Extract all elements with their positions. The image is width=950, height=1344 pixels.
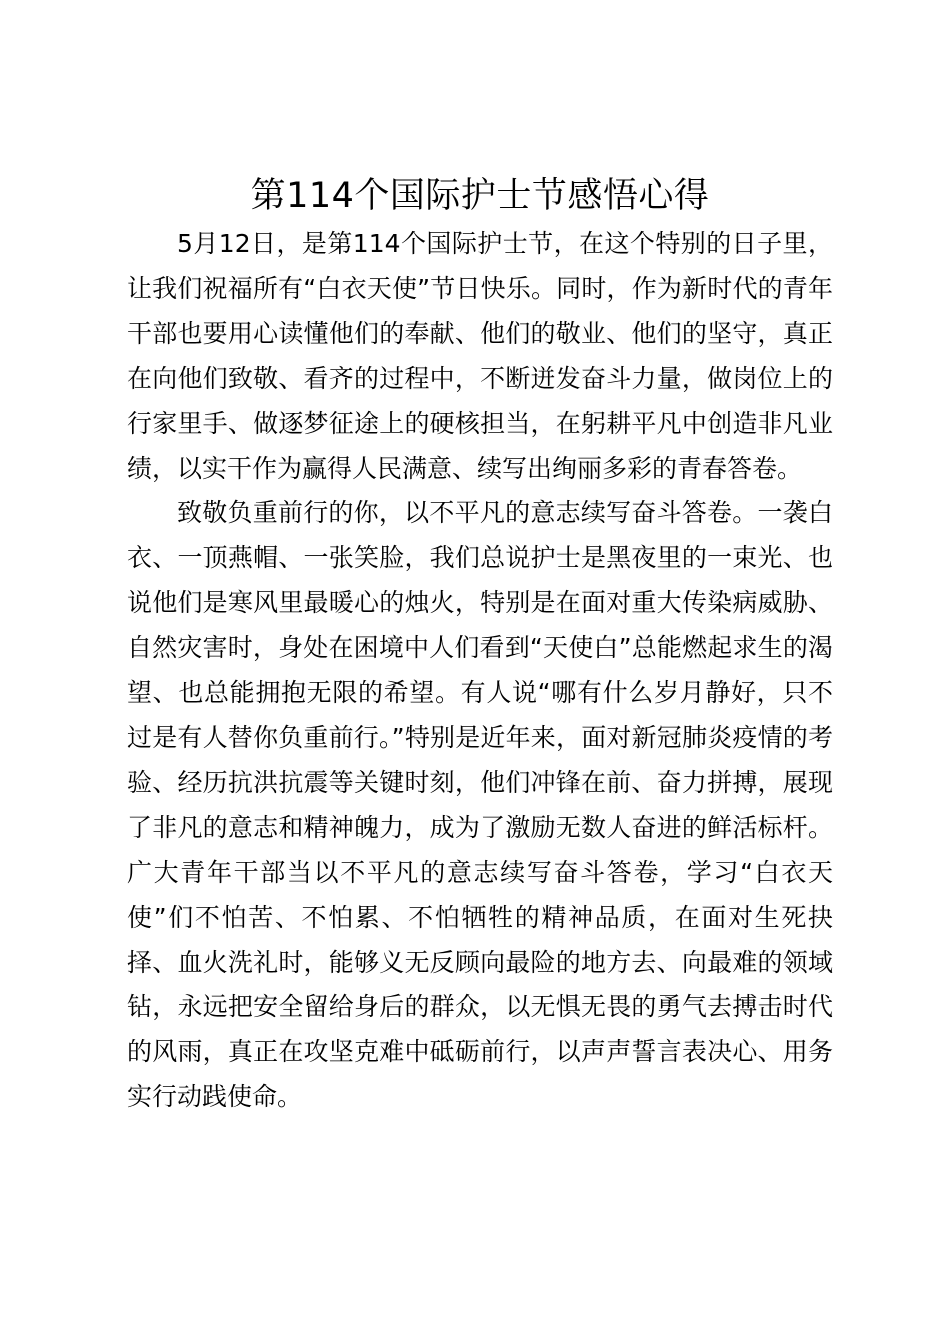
document-title: 第114个国际护士节感悟心得 xyxy=(250,176,710,216)
paragraph-2: 致敬负重前行的你，以不平凡的意志续写奋斗答卷。一袭白衣、一顶燕帽、一张笑脸，我们总说护士是黑夜里的一束光、也说他们是寒风里最暖心的烛火，特别是在面对重大传染病威胁、自然灾害时，身处在困境中人们看到“天使白”总能燃起求生的渴望、也总能拥抱无限的希望。有人说“哪有什么岁月静好，只不过是有人替你负重前行。”特别是近年来，面对新冠肺炎疫情的考验、经历抗洪抗震等关键时刻，他们冲锋在前、奋力拼搏，展现了非凡的意志和精神魄力，成为了激励无数人奋进的鲜活标杆。广大青年干部当以不平凡的意志续写奋斗答卷，学习“白衣天使”们不怕苦、不怕累、不怕牺牲的精神品质，在面对生死抉择、血火洗礼时，能够义无反顾向最险的地方去、向最难的领域钻，永远把安全留给身后的群众，以无惧无畏的勇气去搏击时代的风雨，真正在攻坚克难中砥砺前行，以声声誓言表决心、用务实行动践使命。 xyxy=(127,498,833,1112)
paragraph-1: 5月12日，是第114个国际护士节，在这个特别的日子里，让我们祝福所有“白衣天使”节日快乐。同时，作为新时代的青年干部也要用心读懂他们的奉献、他们的敬业、他们的坚守，真正在向他们致敬、看齐的过程中，不断迸发奋斗力量，做岗位上的行家里手、做逐梦征途上的硬核担当，在躬耕平凡中创造非凡业绩，以实干作为赢得人民满意、续写出绚丽多彩的青春答卷。 xyxy=(127,229,833,483)
document-page xyxy=(127,172,833,1120)
